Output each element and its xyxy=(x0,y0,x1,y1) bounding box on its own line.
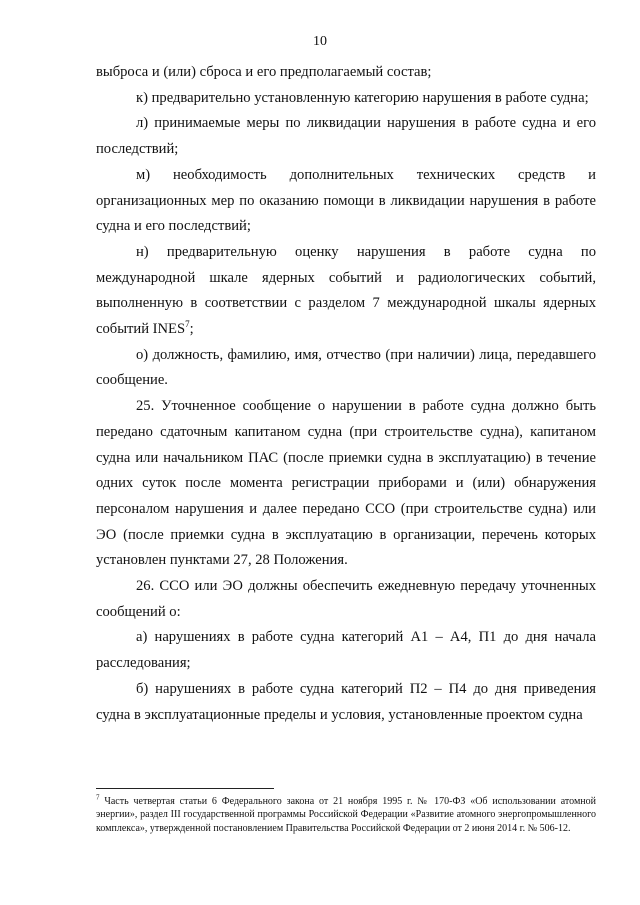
page-number: 10 xyxy=(313,34,327,49)
list-item-k: к) предварительно установленную категорию нарушения в работе судна; xyxy=(136,89,589,106)
footnote-marker: 7 xyxy=(96,793,100,802)
footnote-reference: 7 xyxy=(185,319,190,330)
paragraph-continuation: выброса и (или) сброса и его предполагаемый состав; xyxy=(96,64,432,80)
clause-26: 26. ССО или ЭО должны обеспечить ежедневную передачу уточненных сообщений о: xyxy=(96,578,596,620)
list-item-a: а) нарушениях в работе судна категорий А1 – А4, П1 до дня начала расследования; xyxy=(96,629,596,672)
footnote-text: Часть четвертая статьи 6 Федерального закона от 21 ноября 1995 г. № 170-ФЗ «Об использовании атомной энергии», раздел III государственной программы Российской Федерации «Развитие атомного энергопромышленного комплекса», утвержденной постановлением Правительства Российской Федерации от 2 июня 2014 г. № 506-12. xyxy=(96,796,596,834)
list-item-b: б) нарушениях в работе судна категорий П2 – П4 до дня приведения судна в эксплуатационные пределы и условия, установленные проектом судна xyxy=(96,680,596,723)
footnote xyxy=(96,795,596,835)
clause-25: 25. Уточненное сообщение о нарушении в работе судна должно быть передано сдаточным капитаном судна (при строительстве судна), капитаном судна или начальником ПАС (после приемки судна в эксплуатацию) в течение одних суток после момента регистрации приборами и (или) обнаружения персоналом нарушения и далее передано ССО (при строительстве судна) или ЭО (после приемки судна в эксплуатацию в организации, перечень которых установлен пунктами 27, 28 Положения. xyxy=(96,398,596,569)
list-item-m: м) необходимость дополнительных технических средств и организационных мер по оказанию помощи в ликвидации нарушения в работе судна и его последствий; xyxy=(96,166,596,235)
list-item-o: о) должность, фамилию, имя, отчество (при наличии) лица, передавшего сообщение. xyxy=(96,346,596,389)
list-item-l: л) принимаемые меры по ликвидации нарушения в работе судна и его последствий; xyxy=(96,115,596,158)
list-item-n: н) предварительную оценку нарушения в работе судна по международной шкале ядерных событий и радиологических событий, выполненную в соответствии с разделом 7 международной шкалы ядерных событий INES$^7$; xyxy=(96,243,596,338)
document-body xyxy=(96,60,596,728)
footnote-divider xyxy=(96,788,274,789)
